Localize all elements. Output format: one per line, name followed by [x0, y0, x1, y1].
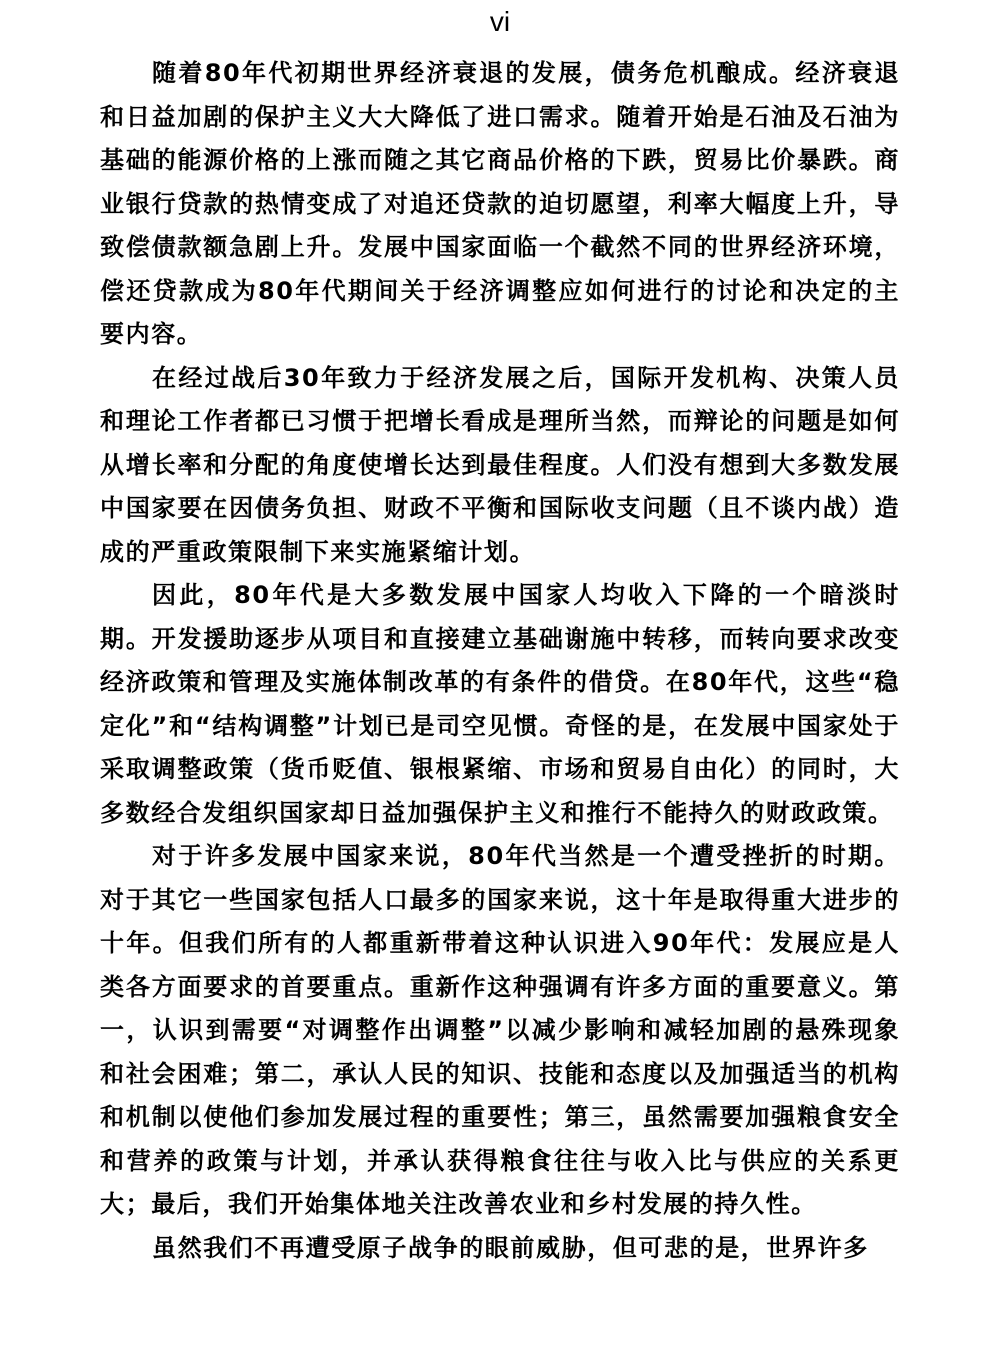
- paragraph-5: 虽然我们不再遭受原子战争的眼前威胁，但可悲的是，世界许多: [152, 1233, 869, 1262]
- paragraph-3: 因此，80年代是大多数发展中国家人均收入下降的一个暗淡时期。开发援助逐步从项目和直接建立基础谢施中转移，而转向要求改变经济政策和管理及实施体制改革的有条件的借贷。在80年代，这些“稳定化”和“结构调整”计划已是司空见惯。奇怪的是，在发展中国家处于采取调整政策（货币贬值、银根紧缩、市场和贸易自由化）的同时，大多数经合发组织国家却日益加强保护主义和推行不能持久的财政政策。: [100, 581, 900, 827]
- page-number: vi: [489, 6, 511, 37]
- paragraph-2: 在经过战后30年致力于经济发展之后，国际开发机构、决策人员和理论工作者都已习惯于把增长看成是理所当然，而辩论的问题是如何从增长率和分配的角度使增长达到最佳程度。人们没有想到大多数发展中国家要在因债务负担、财政不平衡和国际收支问题（且不谈内战）造成的严重政策限制下来实施紧缩计划。: [100, 363, 900, 566]
- paragraph-4: 对于许多发展中国家来说，80年代当然是一个遭受挫折的时期。对于其它一些国家包括人口最多的国家来说，这十年是取得重大进步的十年。但我们所有的人都重新带着这种认识进入90年代：发展应是人类各方面要求的首要重点。重新作这种强调有许多方面的重要意义。第一，认识到需要“对调整作出调整”以减少影响和减轻加剧的悬殊现象和社会困难；第二，承认人民的知识、技能和态度以及加强适当的机构和机制以使他们参加发展过程的重要性；第三，虽然需要加强粮食安全和营养的政策与计划，并承认获得粮食往往与收入比与供应的关系更大；最后，我们开始集体地关注改善农业和乡村发展的持久性。: [100, 842, 900, 1218]
- document-body: [100, 52, 900, 1270]
- paragraph-1: 随着80年代初期世界经济衰退的发展，债务危机酿成。经济衰退和日益加剧的保护主义大大降低了进口需求。随着开始是石油及石油为基础的能源价格的上涨而随之其它商品价格的下跌，贸易比价暴跌。商业银行贷款的热情变成了对追还贷款的迫切愿望，利率大幅度上升，导致偿债款额急剧上升。发展中国家面临一个截然不同的世界经济环境，偿还贷款成为80年代期间关于经济调整应如何进行的讨论和决定的主要内容。: [100, 59, 900, 348]
